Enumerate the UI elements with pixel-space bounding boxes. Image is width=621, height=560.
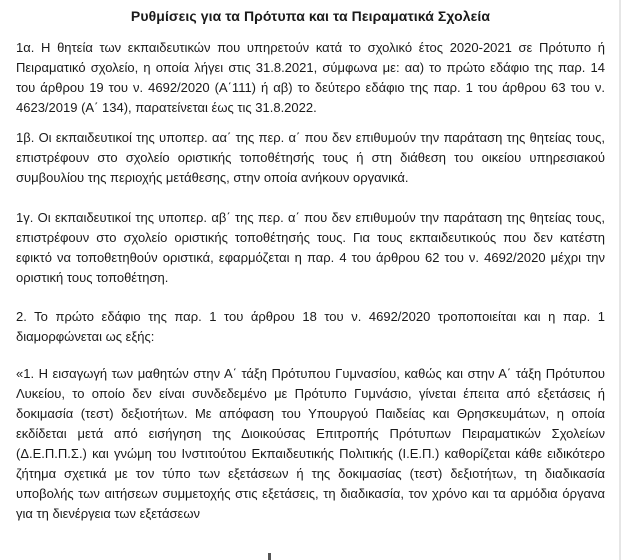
- document-title: Ρυθμίσεις για τα Πρότυπα και τα Πειραματικά Σχολεία: [130, 8, 491, 24]
- quoted-paragraph: «1. Η εισαγωγή των μαθητών στην Α΄ τάξη Πρότυπου Γυμνασίου, καθώς και στην Α΄ τάξη Πρότυπου Λυκείου, το οποίο δεν είναι συνδεδεμένο με Πρότυπο Γυμνάσιο, γίνεται έπειτα από εξετάσεις ή δοκιμασία (τεστ) δεξιοτήτων. Με απόφαση του Υπουργού Παιδείας και Θρησκευμάτων, η οποία εκδίδεται μετά από εισήγηση της Διοικούσας Επιτροπής Πρότυπων Πειραματικών Σχολείων (Δ.Ε.Π.Π.Σ.) και γνώμη του Ινστιτούτου Εκπαιδευτικής Πολιτικής (Ι.Ε.Π.) καθορίζεται κάθε ειδικότερο ζήτημα σχετικά με τον τύπο των εξετάσεων ή της δοκιμασίας (τεστ) δεξιοτήτων, τη διαδικασία υποβολής των αιτήσεων συμμετοχής στις εξετάσεις, τη διαδικασία, τον χρόνο και τα αρμόδια όργανα για τη διενέργεια των εξετάσεων: [16, 366, 605, 521]
- paragraph-2: 2. Το πρώτο εδάφιο της παρ. 1 του άρθρου 18 του ν. 4692/2020 τροποποιείται και η παρ. 1 διαμορφώνεται ως εξής:: [16, 309, 605, 344]
- cropped-glyph: [268, 553, 271, 560]
- paragraph-1b: 1β. Οι εκπαιδευτικοί της υποπερ. αα΄ της περ. α΄ που δεν επιθυμούν την παράταση της θητείας τους, επιστρέφουν στο σχολείο οριστικής τοποθέτησής τους ή στη διάθεση του οικείου υπηρεσιακού συμβουλίου της περιοχής μετάθεσης, στην οποία ανήκουν οργανικά.: [16, 130, 605, 185]
- paragraph-1c: 1γ. Οι εκπαιδευτικοί της υποπερ. αβ΄ της περ. α΄ που δεν επιθυμούν την παράταση της θητείας τους, επιστρέφουν στο σχολείο οριστικής τοποθέτησής τους. Για τους εκπαιδευτικούς που δεν κατέστη εφικτό να τοποθετηθούν οριστικά, εφαρμόζεται η παρ. 4 του άρθρου 62 του ν. 4692/2020 μέχρι την οριστική τους τοποθέτηση.: [16, 210, 605, 285]
- paragraph-1a: 1α. Η θητεία των εκπαιδευτικών που υπηρετούν κατά το σχολικό έτος 2020-2021 σε Πρότυπο ή Πειραματικό σχολείο, η οποία λήγει στις 31.8.2021, σύμφωνα με: αα) το πρώτο εδάφιο της παρ. 14 του άρθρου 19 του ν. 4692/2020 (Α΄111) ή αβ) το δεύτερο εδάφιο της παρ. 1 του άρθρου 63 του ν. 4623/2019 (Α΄ 134), παρατείνεται έως τις 31.8.2022.: [16, 40, 605, 115]
